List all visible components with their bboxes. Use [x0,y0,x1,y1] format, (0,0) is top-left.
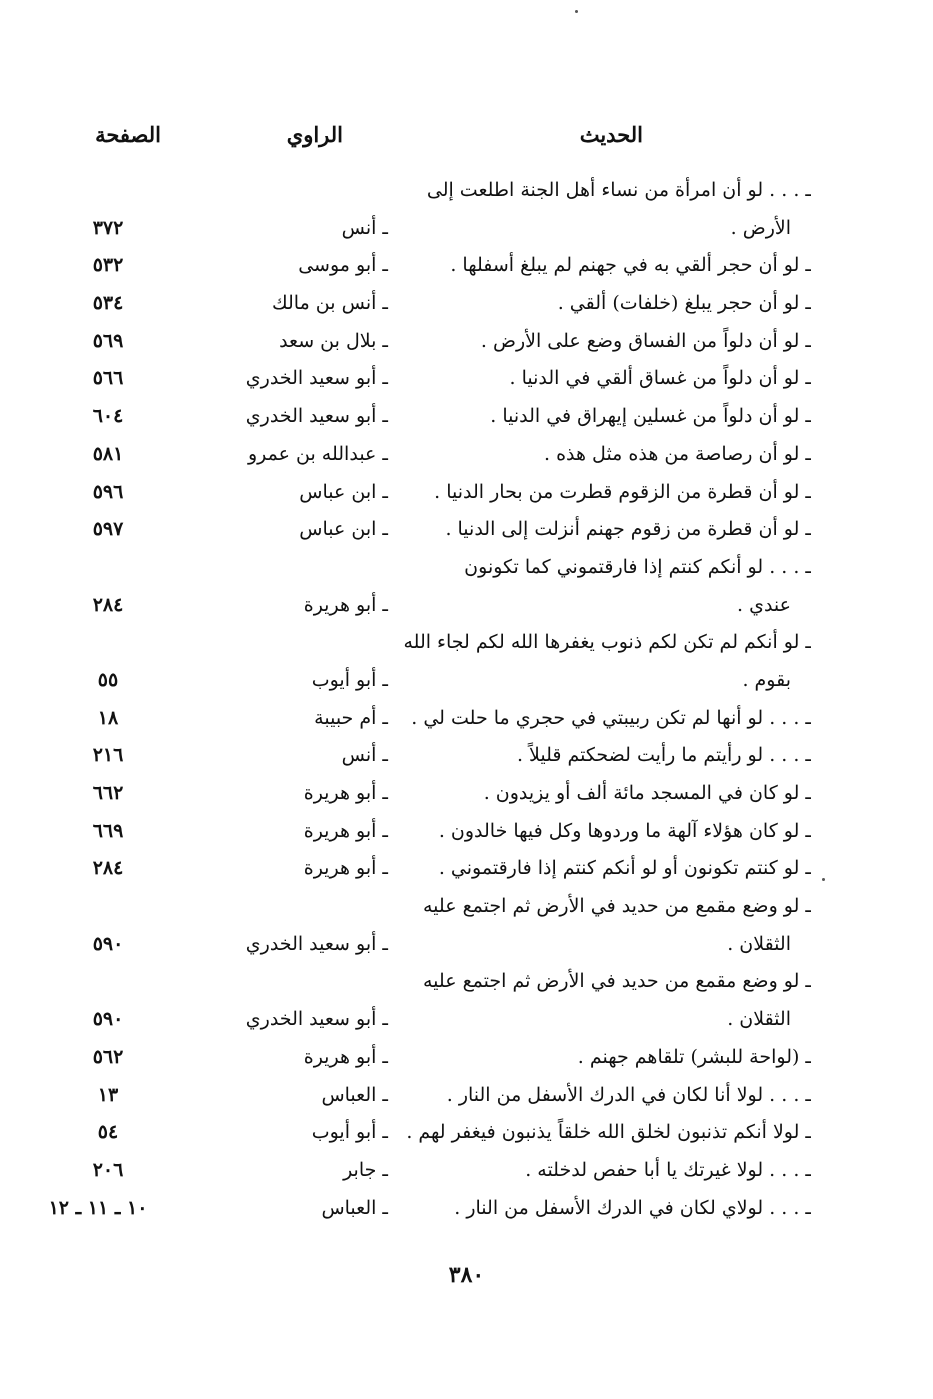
hadith-text: ـ . . . لو رأيتم ما رأيت لضحكتم قليلاً . [516,744,811,767]
page-reference: ٦٦٢ [92,782,124,804]
narrator-name: ـ بلال بن سعد [279,329,388,352]
narrator-name: ـ أم حبيبة [314,706,388,729]
hadith-text: عندي . [737,593,791,616]
page-reference: ٥٩٧ [92,518,124,541]
header-narrator: الراوي [286,122,343,147]
table-row [0,587,933,625]
table-row [0,1077,933,1115]
table-row [0,850,933,888]
page-reference: ٢٨٤ [92,857,124,880]
table-row [0,813,933,851]
scan-speck [575,10,578,13]
page-reference: ٥٦٢ [92,1045,124,1068]
table-row [0,210,933,248]
page-reference: ٥٦٦ [92,367,124,390]
page-reference: ٥٨١ [92,442,124,465]
table-row [0,737,933,775]
narrator-name: ـ أبو سعيد الخدري [245,932,388,955]
hadith-text: ـ . . . لو أن امرأة من نساء أهل الجنة اطلعت إلى [426,179,811,201]
page-reference: ٢٠٦ [92,1158,124,1181]
hadith-text: ـ لو أن قطرة من زقوم جهنم أنزلت إلى الدنيا . [445,518,811,541]
hadith-text: ـ لو كان هؤلاء آلهة ما وردوها وكل فيها خالدون . [438,819,811,842]
hadith-text: ـ . . . لو أنها لم تكن ربيبتي في حجري ما حلت لي . [411,706,811,729]
table-row [0,172,933,210]
hadith-text: الثقلان . [727,932,791,955]
header-hadith: الحديث [579,122,643,147]
page-reference: ٢٨٤ [92,593,124,616]
hadith-text: ـ لولا أنكم تذنبون لخلق الله خلقاً يذنبون فيغفر لهم . [406,1121,811,1144]
hadith-text: ـ لو أن دلواً من غسلين إيهراق في الدنيا . [490,405,811,428]
table-row [0,474,933,512]
table-row [0,1114,933,1152]
narrator-name: ـ العباس [321,1083,388,1106]
narrator-name: ـ أنس [341,216,388,239]
page-reference: ٥٥ [97,668,119,691]
hadith-text: الأرض . [730,216,791,239]
page-reference: ٥٤ [97,1121,119,1144]
table-row [0,398,933,436]
header-page: الصفحة [95,122,161,147]
narrator-name: ـ عبدالله بن عمرو [247,442,388,465]
narrator-name: ـ أبو هريرة [303,782,388,804]
narrator-name: ـ أبو هريرة [303,819,388,842]
narrator-name: ـ جابر [343,1158,388,1181]
narrator-name: ـ العباس [321,1196,388,1219]
table-row [0,549,933,587]
narrator-name: ـ أبو سعيد الخدري [245,405,388,428]
narrator-name: ـ أبو سعيد الخدري [245,367,388,390]
table-row [0,247,933,285]
page-reference: ٥٩٠ [92,1008,124,1031]
hadith-text: ـ لو أن حجر ألقي به في جهنم لم يبلغ أسفلها . [450,254,811,277]
hadith-text: ـ لو وضع مقمع من حديد في الأرض ثم اجتمع عليه [422,895,811,918]
narrator-name: ـ أبو هريرة [303,1045,388,1068]
page-reference: ١٣ [97,1083,119,1106]
page-reference: ٣٧٢ [92,216,124,239]
page-reference: ٥٣٢ [92,254,124,277]
narrator-name: ـ أبو موسى [298,254,388,277]
narrator-name: ـ أبو أيوب [311,1121,388,1144]
hadith-text: الثقلان . [727,1008,791,1031]
table-row [0,662,933,700]
hadith-text: ـ لو أن رصاصة من هذه مثل هذه . [543,442,811,465]
table-row [0,963,933,1001]
hadith-index-table [0,172,933,1227]
table-row [0,511,933,549]
hadith-text: ـ لو أنكم لم تكن لكم ذنوب يغفرها الله لكم لجاء الله [403,631,811,654]
table-row [0,775,933,813]
hadith-text: ـ لو وضع مقمع من حديد في الأرض ثم اجتمع عليه [422,970,811,993]
narrator-name: ـ أنس بن مالك [272,292,388,315]
hadith-text: ـ . . . لولا غيرتك يا أبا حفص لدخلته . [525,1158,811,1181]
narrator-name: ـ أبو أيوب [311,668,388,691]
table-row [0,360,933,398]
page-number: ٣٨٠ [448,1262,485,1288]
table-row [0,1001,933,1039]
table-row [0,436,933,474]
page-reference: ١٠ ـ ١١ ـ ١٢ [48,1196,148,1219]
hadith-text: ـ (لواحة للبشر) تلقاهم جهنم . [577,1045,811,1068]
page-reference: ٥٣٤ [92,292,124,315]
hadith-text: ـ لو أن دلواً من الفساق وضع على الأرض . [480,329,811,352]
page-reference: ٦٠٤ [92,405,124,428]
hadith-text: ـ لو كان في المسجد مائة ألف أو يزيدون . [483,782,811,804]
hadith-text: ـ لو أن دلواً من غساق ألقي في الدنيا . [509,367,811,390]
table-row [0,888,933,926]
hadith-text: بقوم . [742,668,791,691]
hadith-text: ـ . . . لولاي لكان في الدرك الأسفل من النار . [454,1196,811,1219]
narrator-name: ـ أبو سعيد الخدري [245,1008,388,1031]
narrator-name: ـ ابن عباس [299,480,388,503]
page-reference: ٥٩٦ [92,480,124,503]
page-reference: ٥٦٩ [92,329,124,352]
hadith-text: ـ لو أن قطرة من الزقوم قطرت من بحار الدنيا . [434,480,811,503]
page-reference: ٦٦٩ [92,819,124,842]
table-row [0,1190,933,1228]
scan-speck [822,878,825,881]
hadith-text: ـ لو أن حجر يبلغ (خلفات) ألقي . [557,292,811,315]
hadith-text: ـ لو كنتم تكونون أو لو أنكم كنتم إذا فارقتموني . [438,857,811,880]
narrator-name: ـ أبو هريرة [303,593,388,616]
table-row [0,285,933,323]
table-row [0,1152,933,1190]
narrator-name: ـ أنس [341,744,388,767]
page-reference: ١٨ [97,706,119,729]
page-reference: ٢١٦ [92,744,124,767]
table-row [0,1039,933,1077]
table-header [0,122,933,154]
table-row [0,323,933,361]
table-row [0,926,933,964]
narrator-name: ـ أبو هريرة [303,857,388,880]
page-reference: ٥٩٠ [92,932,124,955]
table-row [0,700,933,738]
narrator-name: ـ ابن عباس [299,518,388,541]
hadith-text: ـ . . . لو أنكم كنتم إذا فارقتموني كما تكونون [464,555,811,578]
table-row [0,624,933,662]
hadith-text: ـ . . . لولا أنا لكان في الدرك الأسفل من النار . [446,1083,811,1106]
